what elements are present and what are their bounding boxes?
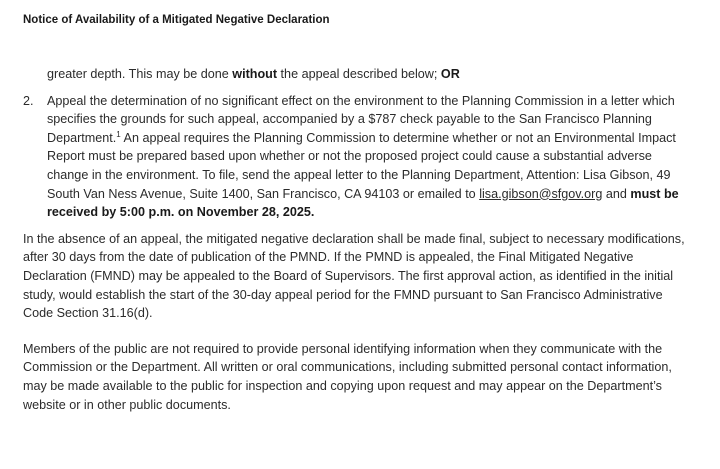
document-body [23, 65, 691, 431]
list-item-2 [23, 92, 691, 222]
paragraph-public-info: Members of the public are not required to provide personal identifying information when they communicate with the Commission or the Department. All written or oral communications, including submitted personal contact information, may be made available to the public for inspection and copying upon request and may appear on the Department’s website or in other public documents. [23, 341, 672, 412]
continuation-bold-without: without [232, 67, 278, 81]
item2-text3: and [602, 186, 631, 201]
deadline-text: must be received by 5:00 p.m. on November 28, 2025. [47, 186, 679, 220]
continuation-text [47, 65, 691, 84]
continuation-bold-or: OR [440, 67, 460, 81]
list-number: 2. [23, 93, 34, 108]
item2-text2: An appeal requires the Planning Commission to determine whether or not an Environmental Impact Report must be prepared based upon whether or not the proposed project could cause a substantial adverse change in the environment. To file, send the appeal letter to the Planning Department, Attention: Lisa Gibson, 49 South Van Ness Avenue, Suite 1400, San Francisco, CA 94103 or emailed to [47, 130, 676, 201]
email-link[interactable]: lisa.gibson@sfgov.org [479, 186, 603, 201]
continuation-mid: the appeal described below; [277, 67, 441, 81]
footnote-ref[interactable]: 1 [116, 129, 121, 139]
document-header: Notice of Availability of a Mitigated Negative Declaration [23, 14, 330, 26]
paragraph-appeal-absence: In the absence of an appeal, the mitigated negative declaration shall be made final, subject to necessary modifications, after 30 days from the date of publication of the PMND. If the PMND is appealed, the Final Mitigated Negative Declaration (FMND) may be appealed to the Board of Supervisors. The first approval action, as identified in the initial study, would establish the start of the 30-day appeal period for the FMND pursuant to San Francisco Administrative Code Section 31.16(d). [23, 231, 685, 321]
item2-text1: Appeal the determination of no significant effect on the environment to the Planning Commission in a letter which specifies the grounds for such appeal, accompanied by a $787 check payable to the San Francisco Planning Department. [47, 93, 675, 145]
continuation-pre: greater depth. This may be done [47, 67, 233, 81]
list-item-body [47, 92, 691, 222]
